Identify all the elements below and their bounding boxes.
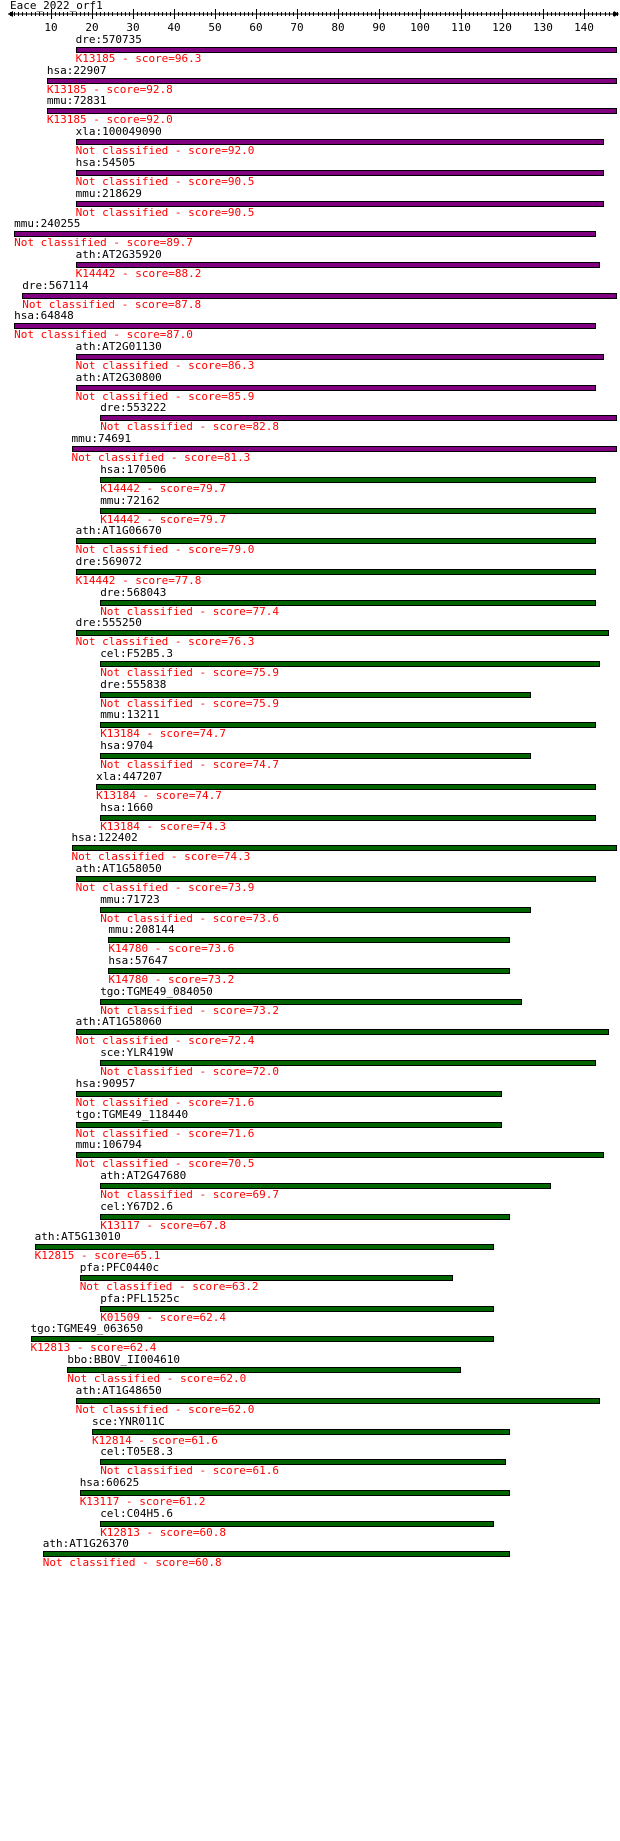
ruler-tick-label: 110: [451, 21, 471, 34]
hit-classification-score[interactable]: Not classified - score=73.6: [100, 911, 279, 925]
hit-gene-link[interactable]: ath:AT1G26370: [42, 1537, 129, 1551]
hit-gene-link[interactable]: hsa:122402: [71, 831, 138, 845]
hit-classification-score[interactable]: K13184 - score=74.7: [100, 727, 227, 741]
hit-gene-link[interactable]: cel:C04H5.6: [100, 1506, 174, 1520]
hit-classification-score[interactable]: K14780 - score=73.2: [108, 973, 235, 986]
hit-gene-link[interactable]: tgo:TGME49_118440: [75, 1107, 189, 1121]
hit-classification-score[interactable]: K12815 - score=65.1: [34, 1249, 161, 1263]
hit-classification-score[interactable]: Not classified - score=86.3: [75, 359, 255, 372]
hit-classification-score[interactable]: Not classified - score=75.9: [100, 696, 279, 710]
hit-classification-score[interactable]: Not classified - score=62.0: [75, 1402, 255, 1416]
hit-classification-score[interactable]: Not classified - score=82.8: [100, 420, 279, 434]
hit-gene-link[interactable]: mmu:218629: [75, 186, 142, 200]
hit-gene-link[interactable]: hsa:54505: [75, 155, 136, 169]
hit-classification-score[interactable]: K13184 - score=74.7: [96, 788, 222, 802]
hit-classification-score[interactable]: Not classified - score=79.0: [75, 543, 255, 557]
ruler-tick-label: 120: [492, 21, 512, 34]
hit-classification-score[interactable]: Not classified - score=71.6: [75, 1095, 255, 1109]
hit-gene-link[interactable]: hsa:22907: [46, 63, 107, 77]
hit-gene-link[interactable]: hsa:1660: [100, 800, 154, 814]
hit-gene-link[interactable]: hsa:170506: [100, 462, 167, 476]
hit-classification-score[interactable]: Not classified - score=69.7: [100, 1187, 279, 1201]
hit-gene-link[interactable]: ath:AT2G30800: [75, 370, 162, 384]
hit-gene-link[interactable]: tgo:TGME49_084050: [100, 984, 213, 998]
ruler-tick-label: 90: [372, 21, 386, 34]
hit-gene-link[interactable]: bbo:BBOV_II004610: [67, 1353, 180, 1367]
hit-gene-link[interactable]: sce:YLR419W: [100, 1046, 174, 1060]
ruler-axis: [0, 0, 620, 22]
ruler-tick-label: 140: [574, 21, 594, 34]
hit-gene-link[interactable]: mmu:71723: [100, 892, 160, 906]
hit-classification-score[interactable]: K12813 - score=60.8: [100, 1525, 227, 1539]
hit-classification-score[interactable]: Not classified - score=76.3: [75, 635, 255, 649]
hit-gene-link[interactable]: mmu:240255: [14, 217, 81, 231]
hit-gene-link[interactable]: dre:555838: [100, 677, 167, 691]
hit-gene-link[interactable]: pfa:PFL1525c: [100, 1291, 180, 1305]
hit-gene-link[interactable]: hsa:90957: [75, 1076, 136, 1090]
hit-gene-link[interactable]: ath:AT1G58050: [75, 861, 162, 875]
hit-gene-link[interactable]: dre:568043: [100, 585, 167, 599]
hit-classification-score[interactable]: Not classified - score=74.3: [71, 850, 251, 864]
hit-gene-link[interactable]: mmu:13211: [100, 708, 160, 722]
hit-classification-score[interactable]: Not classified - score=75.9: [100, 666, 279, 679]
hit-gene-link[interactable]: pfa:PFC0440c: [79, 1261, 160, 1274]
hit-gene-link[interactable]: xla:447207: [96, 769, 163, 783]
hit-classification-score[interactable]: Not classified - score=90.5: [75, 174, 255, 188]
ruler-tick-label: 30: [126, 21, 140, 34]
hit-gene-link[interactable]: dre:570735: [75, 33, 142, 46]
hit-gene-link[interactable]: cel:T05E8.3: [100, 1445, 174, 1459]
hit-classification-score[interactable]: K14442 - score=77.8: [75, 573, 202, 587]
hit-classification-score[interactable]: K14780 - score=73.6: [108, 942, 235, 956]
ruler-right-arrow: [614, 11, 619, 17]
hit-gene-link[interactable]: dre:567114: [22, 278, 89, 292]
hit-gene-link[interactable]: ath:AT1G06670: [75, 524, 162, 538]
ruler-tick-label: 60: [249, 21, 263, 34]
hit-classification-score[interactable]: Not classified - score=72.4: [75, 1034, 255, 1048]
hit-classification-score[interactable]: Not classified - score=71.6: [75, 1126, 255, 1140]
ruler-tick-label: 130: [533, 21, 553, 34]
ruler-tick-label: 70: [290, 21, 304, 34]
hit-gene-link[interactable]: mmu:74691: [71, 432, 132, 446]
hit-classification-score[interactable]: Not classified - score=74.7: [100, 758, 279, 772]
hit-gene-link[interactable]: sce:YNR011C: [92, 1414, 165, 1428]
hit-classification-score[interactable]: Not classified - score=72.0: [100, 1065, 279, 1079]
hit-gene-link[interactable]: ath:AT1G48650: [75, 1383, 162, 1397]
hit-gene-link[interactable]: ath:AT2G01130: [75, 340, 162, 353]
ruler-tick-label: 40: [167, 21, 181, 34]
hit-classification-score[interactable]: K13117 - score=61.2: [79, 1494, 206, 1508]
hit-gene-link[interactable]: dre:569072: [75, 554, 142, 568]
hit-classification-score[interactable]: Not classified - score=62.0: [67, 1372, 247, 1386]
hit-classification-score[interactable]: K13185 - score=92.8: [46, 82, 173, 96]
hit-gene-link[interactable]: tgo:TGME49_063650: [30, 1322, 144, 1336]
hit-gene-link[interactable]: xla:100049090: [75, 125, 162, 139]
hit-classification-score[interactable]: K13117 - score=67.8: [100, 1218, 227, 1232]
hit-gene-link[interactable]: cel:Y67D2.6: [100, 1199, 174, 1213]
ruler-tick-label: 20: [85, 21, 99, 34]
hit-gene-link[interactable]: hsa:64848: [14, 309, 74, 323]
hit-classification-score[interactable]: Not classified - score=73.9: [75, 880, 255, 894]
hit-classification-score[interactable]: Not classified - score=63.2: [79, 1280, 259, 1293]
hit-gene-link[interactable]: dre:553222: [100, 401, 167, 415]
hit-classification-score[interactable]: K12814 - score=61.6: [92, 1433, 218, 1447]
hit-gene-link[interactable]: cel:F52B5.3: [100, 647, 174, 660]
hit-classification-score[interactable]: Not classified - score=87.8: [22, 297, 202, 311]
hit-gene-link[interactable]: ath:AT2G47680: [100, 1168, 187, 1182]
query-title: Eace_2022_orf1: [10, 0, 103, 12]
hit-gene-link[interactable]: ath:AT2G35920: [75, 247, 162, 261]
hit-classification-score[interactable]: Not classified - score=81.3: [71, 451, 251, 465]
hit-classification-score[interactable]: K13184 - score=74.3: [100, 819, 227, 833]
hit-gene-link[interactable]: hsa:57647: [108, 954, 168, 967]
hit-classification-score[interactable]: K14442 - score=88.2: [75, 266, 202, 280]
hit-classification-score[interactable]: Not classified - score=70.5: [75, 1157, 255, 1171]
hit-classification-score[interactable]: K13185 - score=96.3: [75, 52, 202, 65]
hit-classification-score[interactable]: Not classified - score=73.2: [100, 1003, 279, 1017]
hit-gene-link[interactable]: hsa:9704: [100, 739, 154, 753]
hit-gene-link[interactable]: mmu:72831: [46, 94, 107, 108]
hit-classification-score[interactable]: K13185 - score=92.0: [46, 113, 173, 127]
hit-gene-link[interactable]: ath:AT5G13010: [34, 1230, 121, 1244]
ruler-tick-label: 80: [331, 21, 345, 34]
hit-gene-link[interactable]: dre:555250: [75, 616, 142, 630]
ruler-tick-label: 100: [410, 21, 430, 34]
hit-gene-link[interactable]: hsa:60625: [79, 1475, 140, 1489]
hit-row: [0, 1538, 620, 1574]
hit-classification-score[interactable]: K14442 - score=79.7: [100, 481, 227, 495]
hit-classification-score[interactable]: Not classified - score=60.8: [42, 1556, 222, 1570]
hit-classification-score[interactable]: K01509 - score=62.4: [100, 1310, 227, 1324]
hit-classification-score[interactable]: Not classified - score=77.4: [100, 604, 279, 618]
hit-classification-score[interactable]: Not classified - score=89.7: [14, 236, 193, 250]
hit-gene-link[interactable]: mmu:72162: [100, 493, 160, 507]
hit-gene-link[interactable]: ath:AT1G58060: [75, 1015, 162, 1029]
hit-classification-score[interactable]: K12813 - score=62.4: [30, 1341, 157, 1355]
ruler-tick-label: 50: [208, 21, 222, 34]
hit-classification-score[interactable]: Not classified - score=92.0: [75, 144, 255, 158]
hit-gene-link[interactable]: mmu:106794: [75, 1138, 142, 1152]
hit-classification-score[interactable]: Not classified - score=85.9: [75, 389, 255, 403]
hit-classification-score[interactable]: K14442 - score=79.7: [100, 512, 227, 526]
hit-classification-score[interactable]: Not classified - score=90.5: [75, 205, 255, 219]
hit-classification-score[interactable]: Not classified - score=87.0: [14, 328, 193, 342]
hit-classification-score[interactable]: Not classified - score=61.6: [100, 1464, 279, 1478]
ruler-tick-label: 10: [44, 21, 58, 34]
hit-gene-link[interactable]: mmu:208144: [108, 923, 175, 937]
